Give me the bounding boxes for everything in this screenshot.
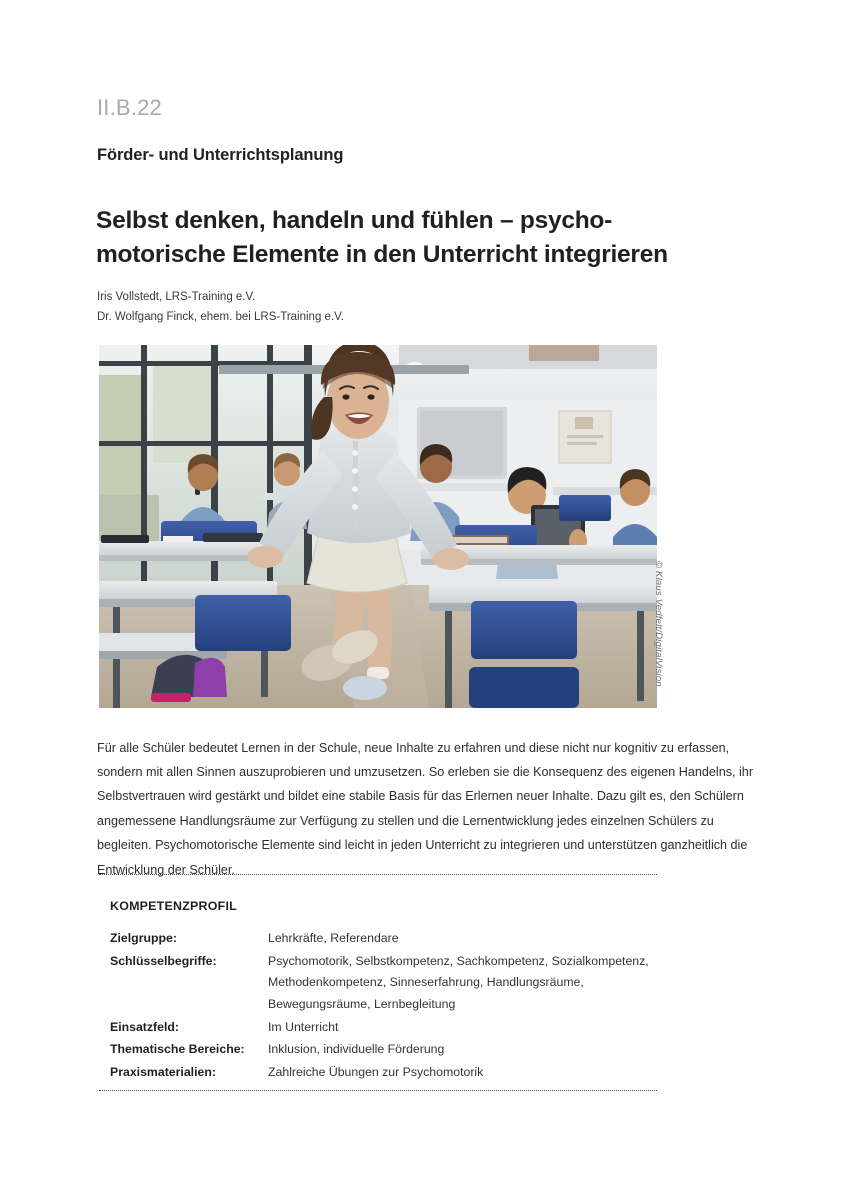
classroom-photo — [99, 345, 657, 708]
chapter-code: II.B.22 — [97, 95, 162, 120]
profile-value: Im Unterricht — [268, 1019, 339, 1034]
intro-paragraph: Für alle Schüler bedeutet Lernen in der Schule, neue Inhalte zu erfahren und diese nicht nur kognitiv zu erfassen, sondern mit allen Sinnen auszuprobieren und umzusetzen. So erleben sie die Konsequenz des eigenen Handelns, ihr Selbstvertrauen wird gestärkt und bildet eine stabile Basis für das Erlernen neuer Inhalte. Dazu gilt es, den Schülern angemessene Handlungsräume zur Verfügung zu stellen und die Lernentwicklung jedes einzelnen Schülers zu begleiten. Psychomotorische Elemente sind leicht in jeden Unterricht zu integrieren und unterstützen ganzheitlich die Entwicklung der Schüler. — [97, 740, 754, 877]
profile-label: Thematische Bereiche: — [110, 1042, 245, 1057]
profile-label: Einsatzfeld: — [110, 1019, 180, 1034]
profile-value: Psychomotorik, Selbstkompetenz, Sachkompetenz, Sozialkompetenz, Methodenkompetenz, Sinneserfahrung, Handlungsräume, Bewegungsräume, Lernbegleitung — [268, 953, 649, 1011]
author-line: Iris Vollstedt, LRS-Training e.V. — [97, 291, 256, 303]
profile-label: Schlüsselbegriffe: — [110, 953, 217, 968]
image-credit: © Klaus Vedfelt/DigitalVision — [653, 561, 664, 687]
section-subtitle: Förder- und Unterrichtsplanung — [97, 146, 344, 164]
cover-photo-figure — [99, 345, 657, 708]
profile-value: Lehrkräfte, Referendare — [268, 931, 399, 945]
table-row — [110, 928, 650, 951]
profile-value: Zahlreiche Übungen zur Psychomotorik — [268, 1064, 484, 1079]
page-title — [96, 204, 716, 272]
page-title-text: Selbst denken, handeln und fühlen – psycho-motorische Elemente in den Unterricht integrieren — [96, 207, 668, 269]
profile-value: Inklusion, individuelle Förderung — [268, 1042, 445, 1057]
profile-label: Praxismaterialien: — [110, 1064, 216, 1079]
competency-profile-table — [110, 928, 650, 1084]
table-row — [110, 1039, 650, 1062]
author-list — [97, 288, 344, 328]
table-row — [110, 1062, 650, 1085]
table-row — [110, 1017, 650, 1040]
divider-top — [99, 874, 657, 875]
table-row — [110, 951, 650, 1017]
author-line: Dr. Wolfgang Finck, ehem. bei LRS-Training e.V. — [97, 310, 344, 323]
divider-bottom — [99, 1090, 657, 1091]
competency-profile-heading: KOMPETENZPROFIL — [110, 899, 237, 913]
profile-label: Zielgruppe: — [110, 931, 177, 945]
